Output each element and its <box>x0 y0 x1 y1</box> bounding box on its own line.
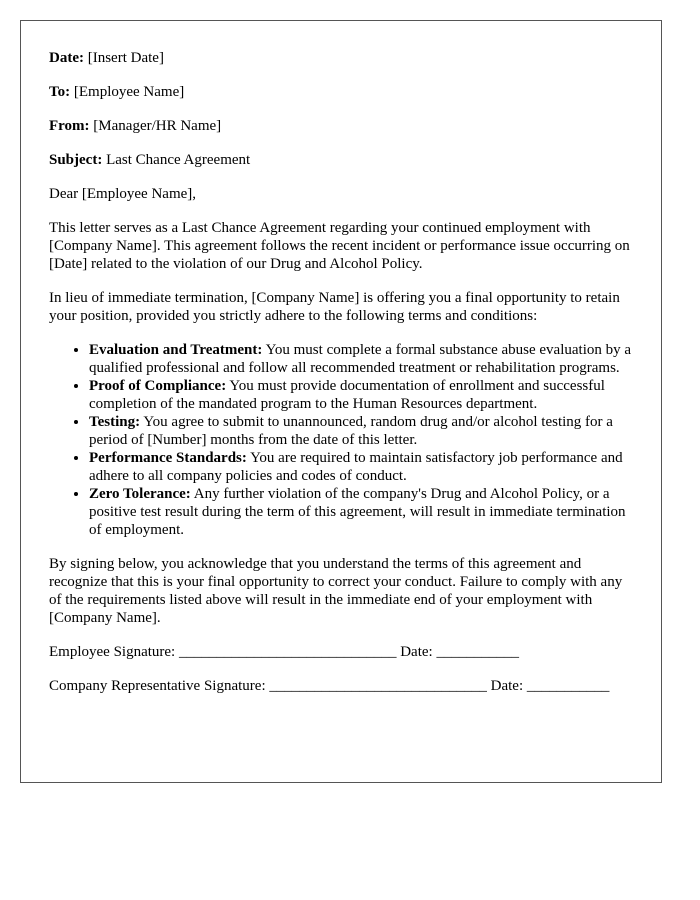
offer-paragraph: In lieu of immediate termination, [Company Name] is offering you a final opportunity to retain your position, provided you strictly adhere to the following terms and conditions: <box>49 290 620 324</box>
term-item: • Proof of Compliance: You must provide documentation of enrollment and successful completion of the mandated program to the Human Resources department. <box>89 377 634 413</box>
date-line: Date: [Insert Date] <box>49 50 164 66</box>
closing-paragraph: By signing below, you acknowledge that you understand the terms of this agreement and recognize that this is your final opportunity to correct your conduct. Failure to comply with any of the requirements listed above will result in the immediate end of your employment with [Company Name]. <box>49 556 623 626</box>
employee-signature-line: Employee Signature: _____________________________ Date: ___________ <box>49 644 519 660</box>
term-item: • Performance Standards: You are required to maintain satisfactory job performance and adhere to all company policies and codes of conduct. <box>89 449 634 485</box>
term-item: • Evaluation and Treatment: You must complete a formal substance abuse evaluation by a qualified professional and follow all recommended treatment or rehabilitation programs. <box>89 341 634 377</box>
from-line: From: [Manager/HR Name] <box>49 118 222 134</box>
term-item: • Testing: You agree to submit to unannounced, random drug and/or alcohol testing for a period of [Number] months from the date of this letter. <box>89 413 634 449</box>
intro-paragraph: This letter serves as a Last Chance Agreement regarding your continued employment with [Company Name]. This agreement follows the recent incident or performance issue occurring on [Date] related to the violation of our Drug and Alcohol Policy. <box>49 220 630 272</box>
salutation: Dear [Employee Name], <box>49 186 197 202</box>
letter <box>20 20 662 783</box>
to-line: To: [Employee Name] <box>49 84 185 100</box>
company-signature-line: Company Representative Signature: _____________________________ Date: ___________ <box>49 678 610 694</box>
term-item: • Zero Tolerance: Any further violation of the company's Drug and Alcohol Policy, or a positive test result during the term of this agreement, will result in immediate termination of employment. <box>89 485 634 539</box>
terms-list <box>49 341 634 539</box>
subject-line: Subject: Last Chance Agreement <box>49 152 251 168</box>
